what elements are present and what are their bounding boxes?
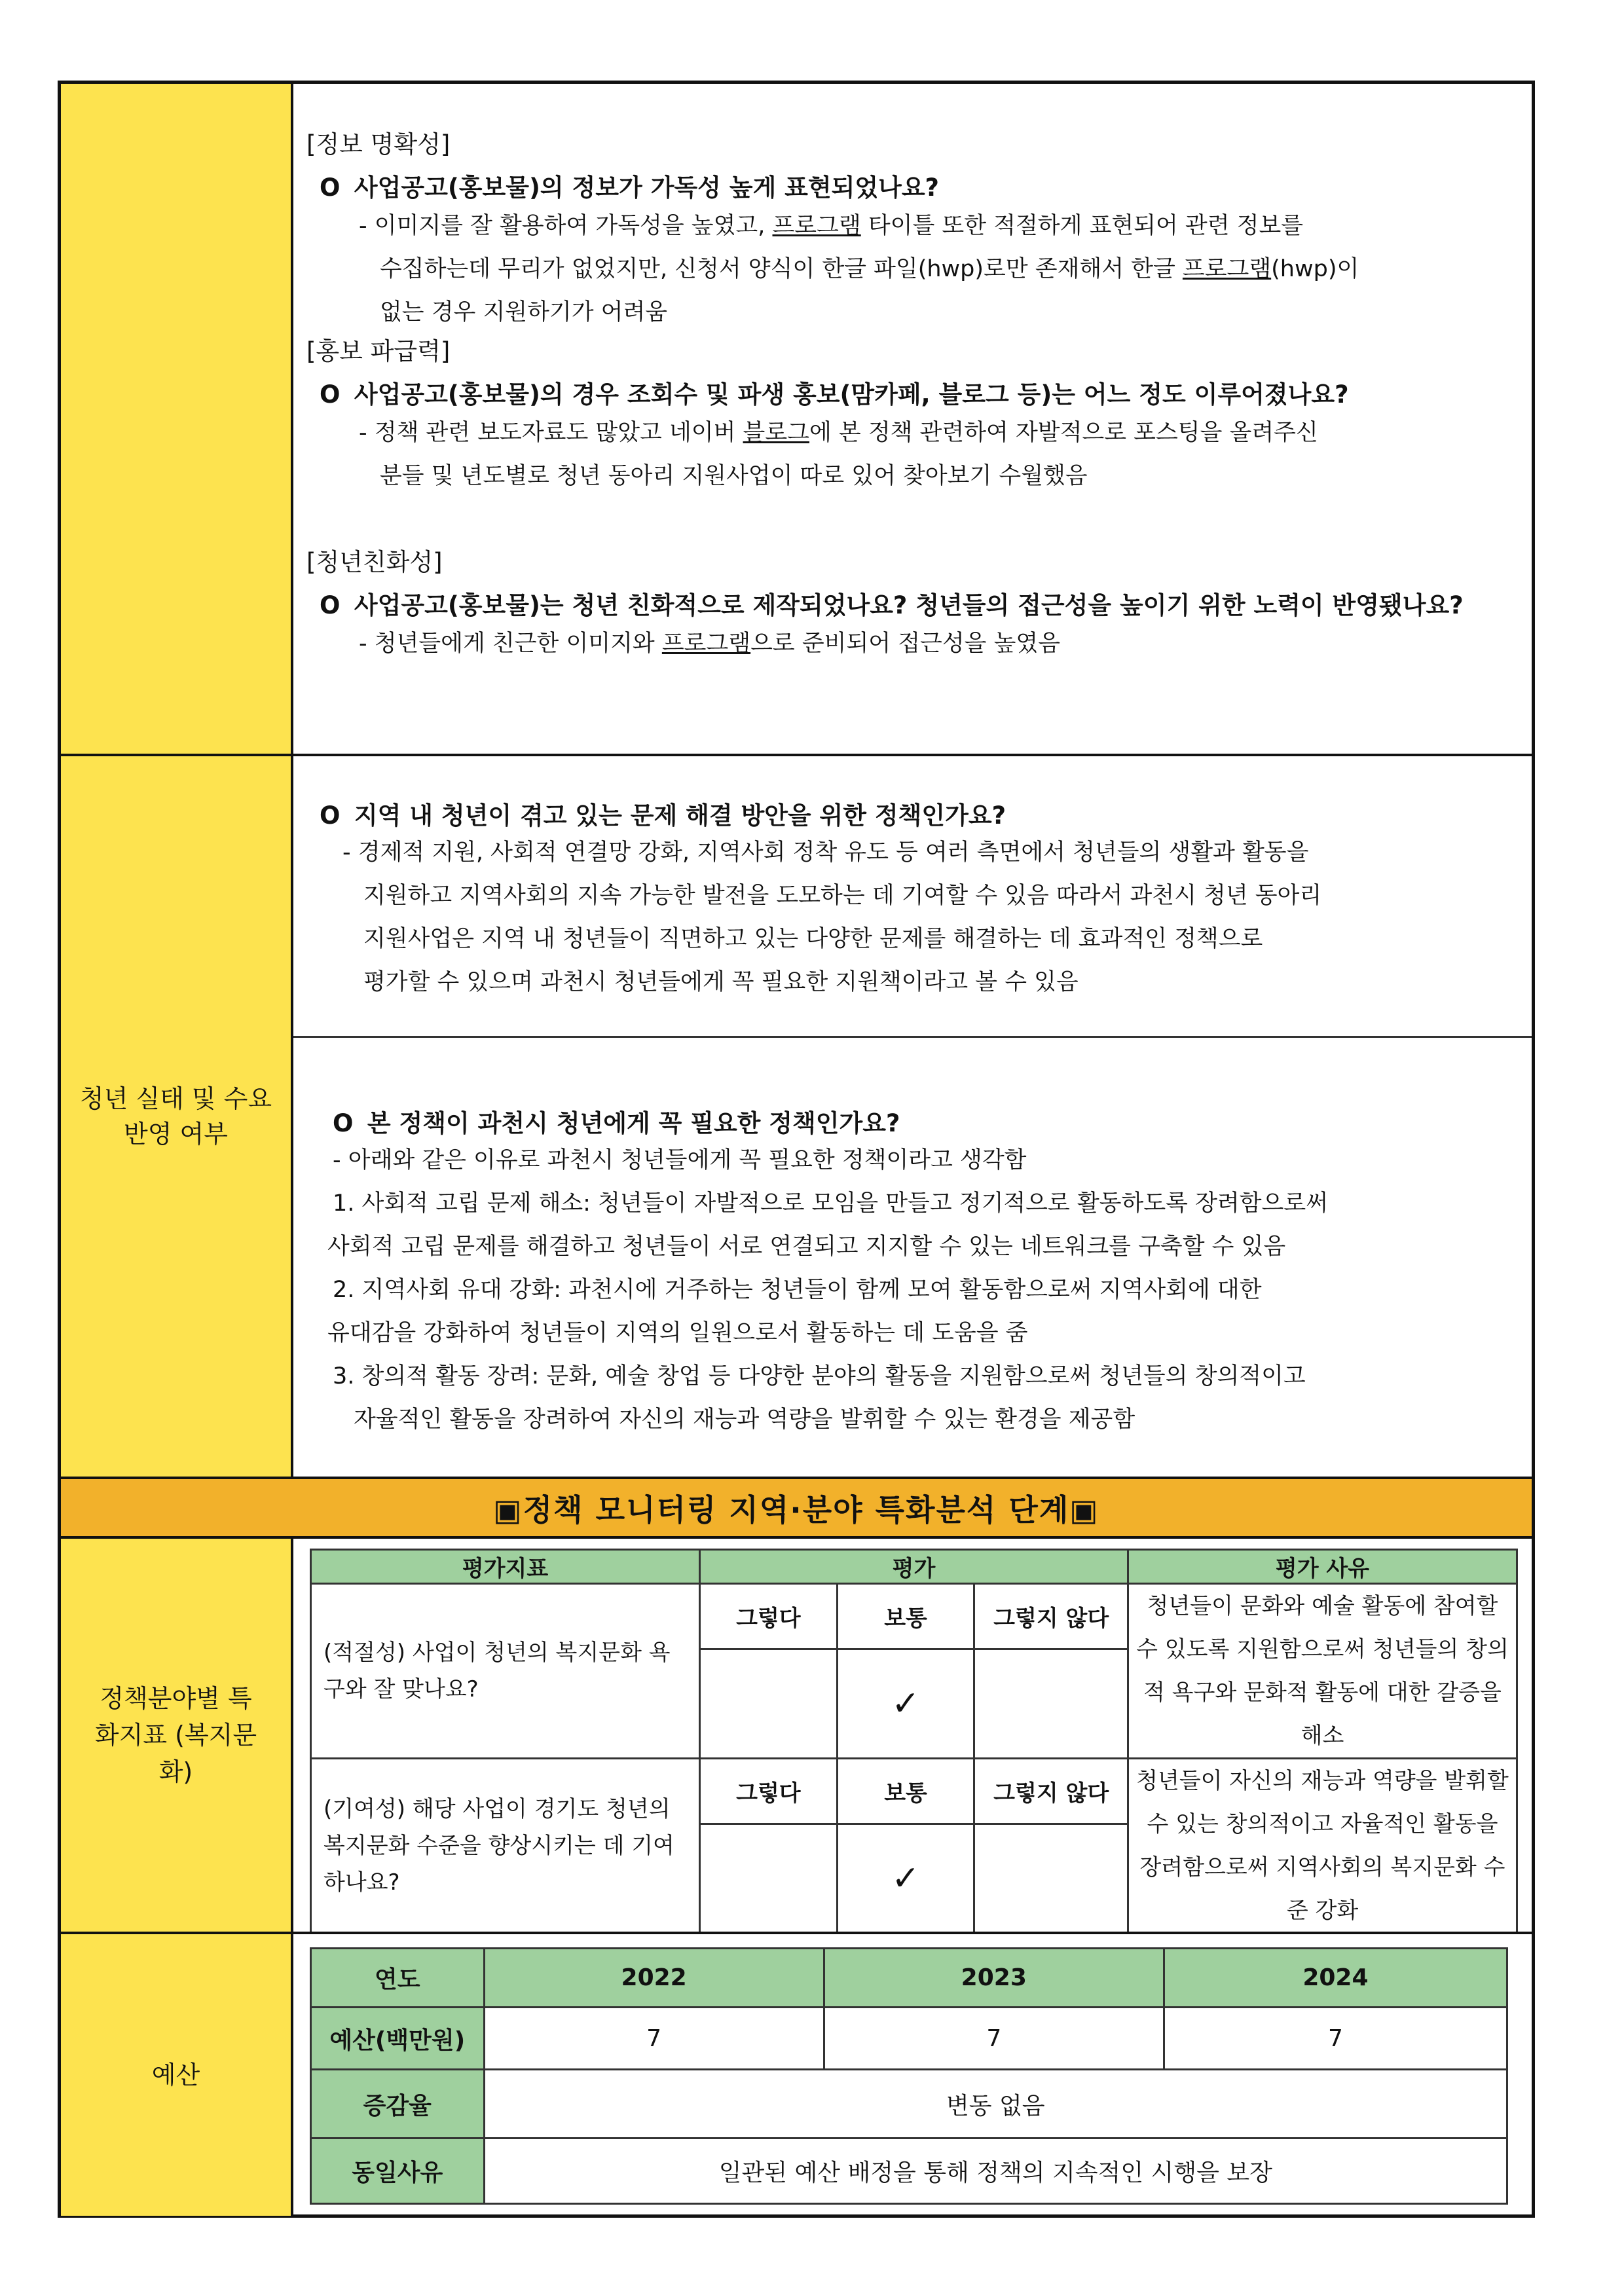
option-cell-no[interactable] [974, 1824, 1128, 1934]
budget-content [293, 1934, 1532, 2216]
needs-q2-question [326, 1103, 1544, 1139]
needs-q2-line-6: 3. 창의적 활동 장려: 문화, 예술 창업 등 다양한 분야의 활동을 지원함으로써 청년들의 창의적이고 [333, 1363, 1306, 1389]
needs-q1-block [316, 796, 1534, 1004]
needs-q2-line-1: - 아래와 같은 이유로 과천시 청년들에게 꼭 필요한 정책이라고 생각함 [333, 1147, 1027, 1173]
option-cell-yes[interactable] [700, 1824, 838, 1934]
youth-block [306, 542, 1538, 665]
indicator-cell: (기여성) 해당 사업이 경기도 청년의 복지문화 수준을 향상시키는 데 기여하나요? [311, 1759, 700, 1934]
year-cell: 2023 [824, 1949, 1164, 2008]
needs-q1-line-1: - 경제적 지원, 사회적 연결망 강화, 지역사회 정착 유도 등 여러 측면에서 청년들의 생활과 활동을 [342, 839, 1309, 866]
needs-q1-line-4: 평가할 수 있으며 과천시 청년들에게 꼭 필요한 지원책이라고 볼 수 있음 [363, 969, 1079, 995]
option-cell-no[interactable] [974, 1649, 1128, 1759]
year-label: 연도 [311, 1949, 485, 2008]
budget-value: 7 [1164, 2008, 1507, 2070]
needs-q2-line-7: 자율적인 활동을 장려하여 자신의 재능과 역량을 발휘할 수 있는 환경을 제공함 [354, 1406, 1135, 1433]
indicator-header: 평가지표 [311, 1550, 700, 1584]
promotion-label-cell [61, 84, 293, 754]
needs-q1-line-3: 지원사업은 지역 내 청년들이 직면하고 있는 다양한 문제를 해결하는 데 효과적인 정책으로 [363, 926, 1263, 952]
year-cell: 2024 [1164, 1949, 1507, 2008]
clarity-line-2: 수집하는데 무리가 없었지만, 신청서 양식이 한글 파일(hwp)로만 존재해서 한글 프로그램(hwp)이 [380, 256, 1359, 282]
scale-no: 그렇지 않다 [974, 1759, 1128, 1824]
same-reason-label: 동일사유 [311, 2139, 485, 2204]
change-rate-value: 변동 없음 [484, 2070, 1507, 2139]
budget-row [61, 1934, 1532, 2216]
scale-yes: 그렇다 [700, 1584, 838, 1649]
needs-label [61, 756, 293, 1477]
needs-q2-line-4: 2. 지역사회 유대 강화: 과천시에 거주하는 청년들이 함께 모여 활동함으로써 지역사회에 대한 [333, 1277, 1262, 1303]
needs-q2-line-2: 1. 사회적 고립 문제 해소: 청년들이 자발적으로 모임을 만들고 정기적으로 활동하도록 장려함으로써 [333, 1190, 1328, 1217]
indicator-row [61, 1539, 1532, 1932]
indicator-label [61, 1539, 293, 1932]
needs-label-text: 청년 실태 및 수요 반영 여부 [79, 1084, 272, 1148]
clarity-heading: [정보 명확성] [306, 130, 451, 158]
option-cell-yes[interactable] [700, 1649, 838, 1759]
spread-heading: [홍보 파급력] [306, 337, 451, 365]
needs-q1-line-2: 지원하고 지역사회의 지속 가능한 발전을 도모하는 데 기여할 수 있음 따라서 과천시 청년 동아리 [363, 883, 1322, 909]
spread-question [306, 375, 1524, 410]
evaluation-sheet [58, 81, 1535, 2218]
spread-line-2: 분들 및 년도별로 청년 동아리 지원사업이 따로 있어 찾아보기 수월했음 [380, 463, 1088, 489]
scale-yes: 그렇다 [700, 1759, 838, 1824]
circle-bullet-icon: O [333, 1109, 354, 1137]
circle-bullet-icon: O [320, 174, 341, 202]
budget-value: 7 [824, 2008, 1164, 2070]
same-reason-value: 일관된 예산 배정을 통해 정책의 지속적인 시행을 보장 [484, 2139, 1507, 2204]
indicator-content [293, 1539, 1532, 1932]
spread-block [306, 331, 1524, 498]
inner-divider [293, 1036, 1532, 1038]
clarity-line-1: - 이미지를 잘 활용하여 가독성을 높였고, 프로그램 타이틀 또한 적절하게 표현되어 관련 정보를 [359, 213, 1304, 239]
budget-amount-label: 예산(백만원) [311, 2008, 485, 2070]
scale-neutral: 보통 [837, 1759, 974, 1824]
needs-row [61, 756, 1532, 1477]
circle-bullet-icon: O [320, 591, 341, 619]
needs-q2-line-3: 사회적 고립 문제를 해결하고 청년들이 서로 연결되고 지지할 수 있는 네트워크를 구축할 수 있음 [327, 1234, 1286, 1260]
needs-q1-question [316, 796, 1534, 831]
circle-bullet-icon: O [320, 380, 341, 409]
reason-cell: 청년들이 문화와 예술 활동에 참여할 수 있도록 지원함으로써 청년들의 창의적 욕구와 문화적 활동에 대한 갈증을 해소 [1128, 1584, 1517, 1759]
budget-value: 7 [484, 2008, 824, 2070]
indicator-cell: (적절성) 사업이 청년의 복지문화 욕구와 잘 맞나요? [311, 1584, 700, 1759]
promotion-content [293, 84, 1532, 754]
circle-bullet-icon: O [320, 801, 341, 830]
youth-question-text: 사업공고(홍보물)는 청년 친화적으로 제작되었나요? 청년들의 접근성을 높이기 위한 노력이 반영됐나요? [354, 591, 1464, 619]
spread-line-1: - 정책 관련 보도자료도 많았고 네이버 블로그에 본 정책 관련하여 자발적으로 포스팅을 올려주신 [359, 420, 1318, 446]
stage-banner: ▣정책 모니터링 지역·분야 특화분석 단계▣ [61, 1477, 1532, 1539]
indicator-table [310, 1549, 1518, 1934]
clarity-question [306, 168, 1524, 203]
youth-line-1: - 청년들에게 친근한 이미지와 프로그램으로 준비되어 접근성을 높였음 [359, 631, 1061, 657]
scale-no: 그렇지 않다 [974, 1584, 1128, 1649]
check-icon[interactable]: ✓ [837, 1824, 974, 1934]
evaluation-header: 평가 [700, 1550, 1128, 1584]
needs-q1-question-text: 지역 내 청년이 겪고 있는 문제 해결 방안을 위한 정책인가요? [354, 801, 1006, 830]
clarity-question-text: 사업공고(홍보물)의 정보가 가독성 높게 표현되었나요? [354, 174, 940, 202]
needs-q2-question-text: 본 정책이 과천시 청년에게 꼭 필요한 정책인가요? [367, 1109, 900, 1137]
needs-q2-line-5: 유대감을 강화하여 청년들이 지역의 일원으로서 활동하는 데 도움을 줌 [327, 1320, 1028, 1346]
needs-content [293, 756, 1532, 1477]
year-cell: 2022 [484, 1949, 824, 2008]
check-icon[interactable]: ✓ [837, 1649, 974, 1759]
reason-cell: 청년들이 자신의 재능과 역량을 발휘할 수 있는 창의적이고 자율적인 활동을 장려함으로써 지역사회의 복지문화 수준 강화 [1128, 1759, 1517, 1934]
spread-question-text: 사업공고(홍보물)의 경우 조회수 및 파생 홍보(맘카페, 블로그 등)는 어느 정도 이루어졌나요? [354, 380, 1349, 409]
budget-table [310, 1947, 1508, 2205]
promotion-row [61, 84, 1532, 754]
budget-label: 예산 [61, 1934, 293, 2216]
scale-neutral: 보통 [837, 1584, 974, 1649]
indicator-label-text: 정책분야별 특화지표 (복지문화) [94, 1684, 257, 1786]
youth-heading: [청년친화성] [306, 548, 443, 576]
change-rate-label: 증감율 [311, 2070, 485, 2139]
clarity-block [306, 124, 1524, 334]
clarity-line-3: 없는 경우 지원하기가 어려움 [380, 299, 668, 325]
needs-q2-block [326, 1103, 1544, 1441]
reason-header: 평가 사유 [1128, 1550, 1517, 1584]
youth-question [306, 585, 1538, 621]
